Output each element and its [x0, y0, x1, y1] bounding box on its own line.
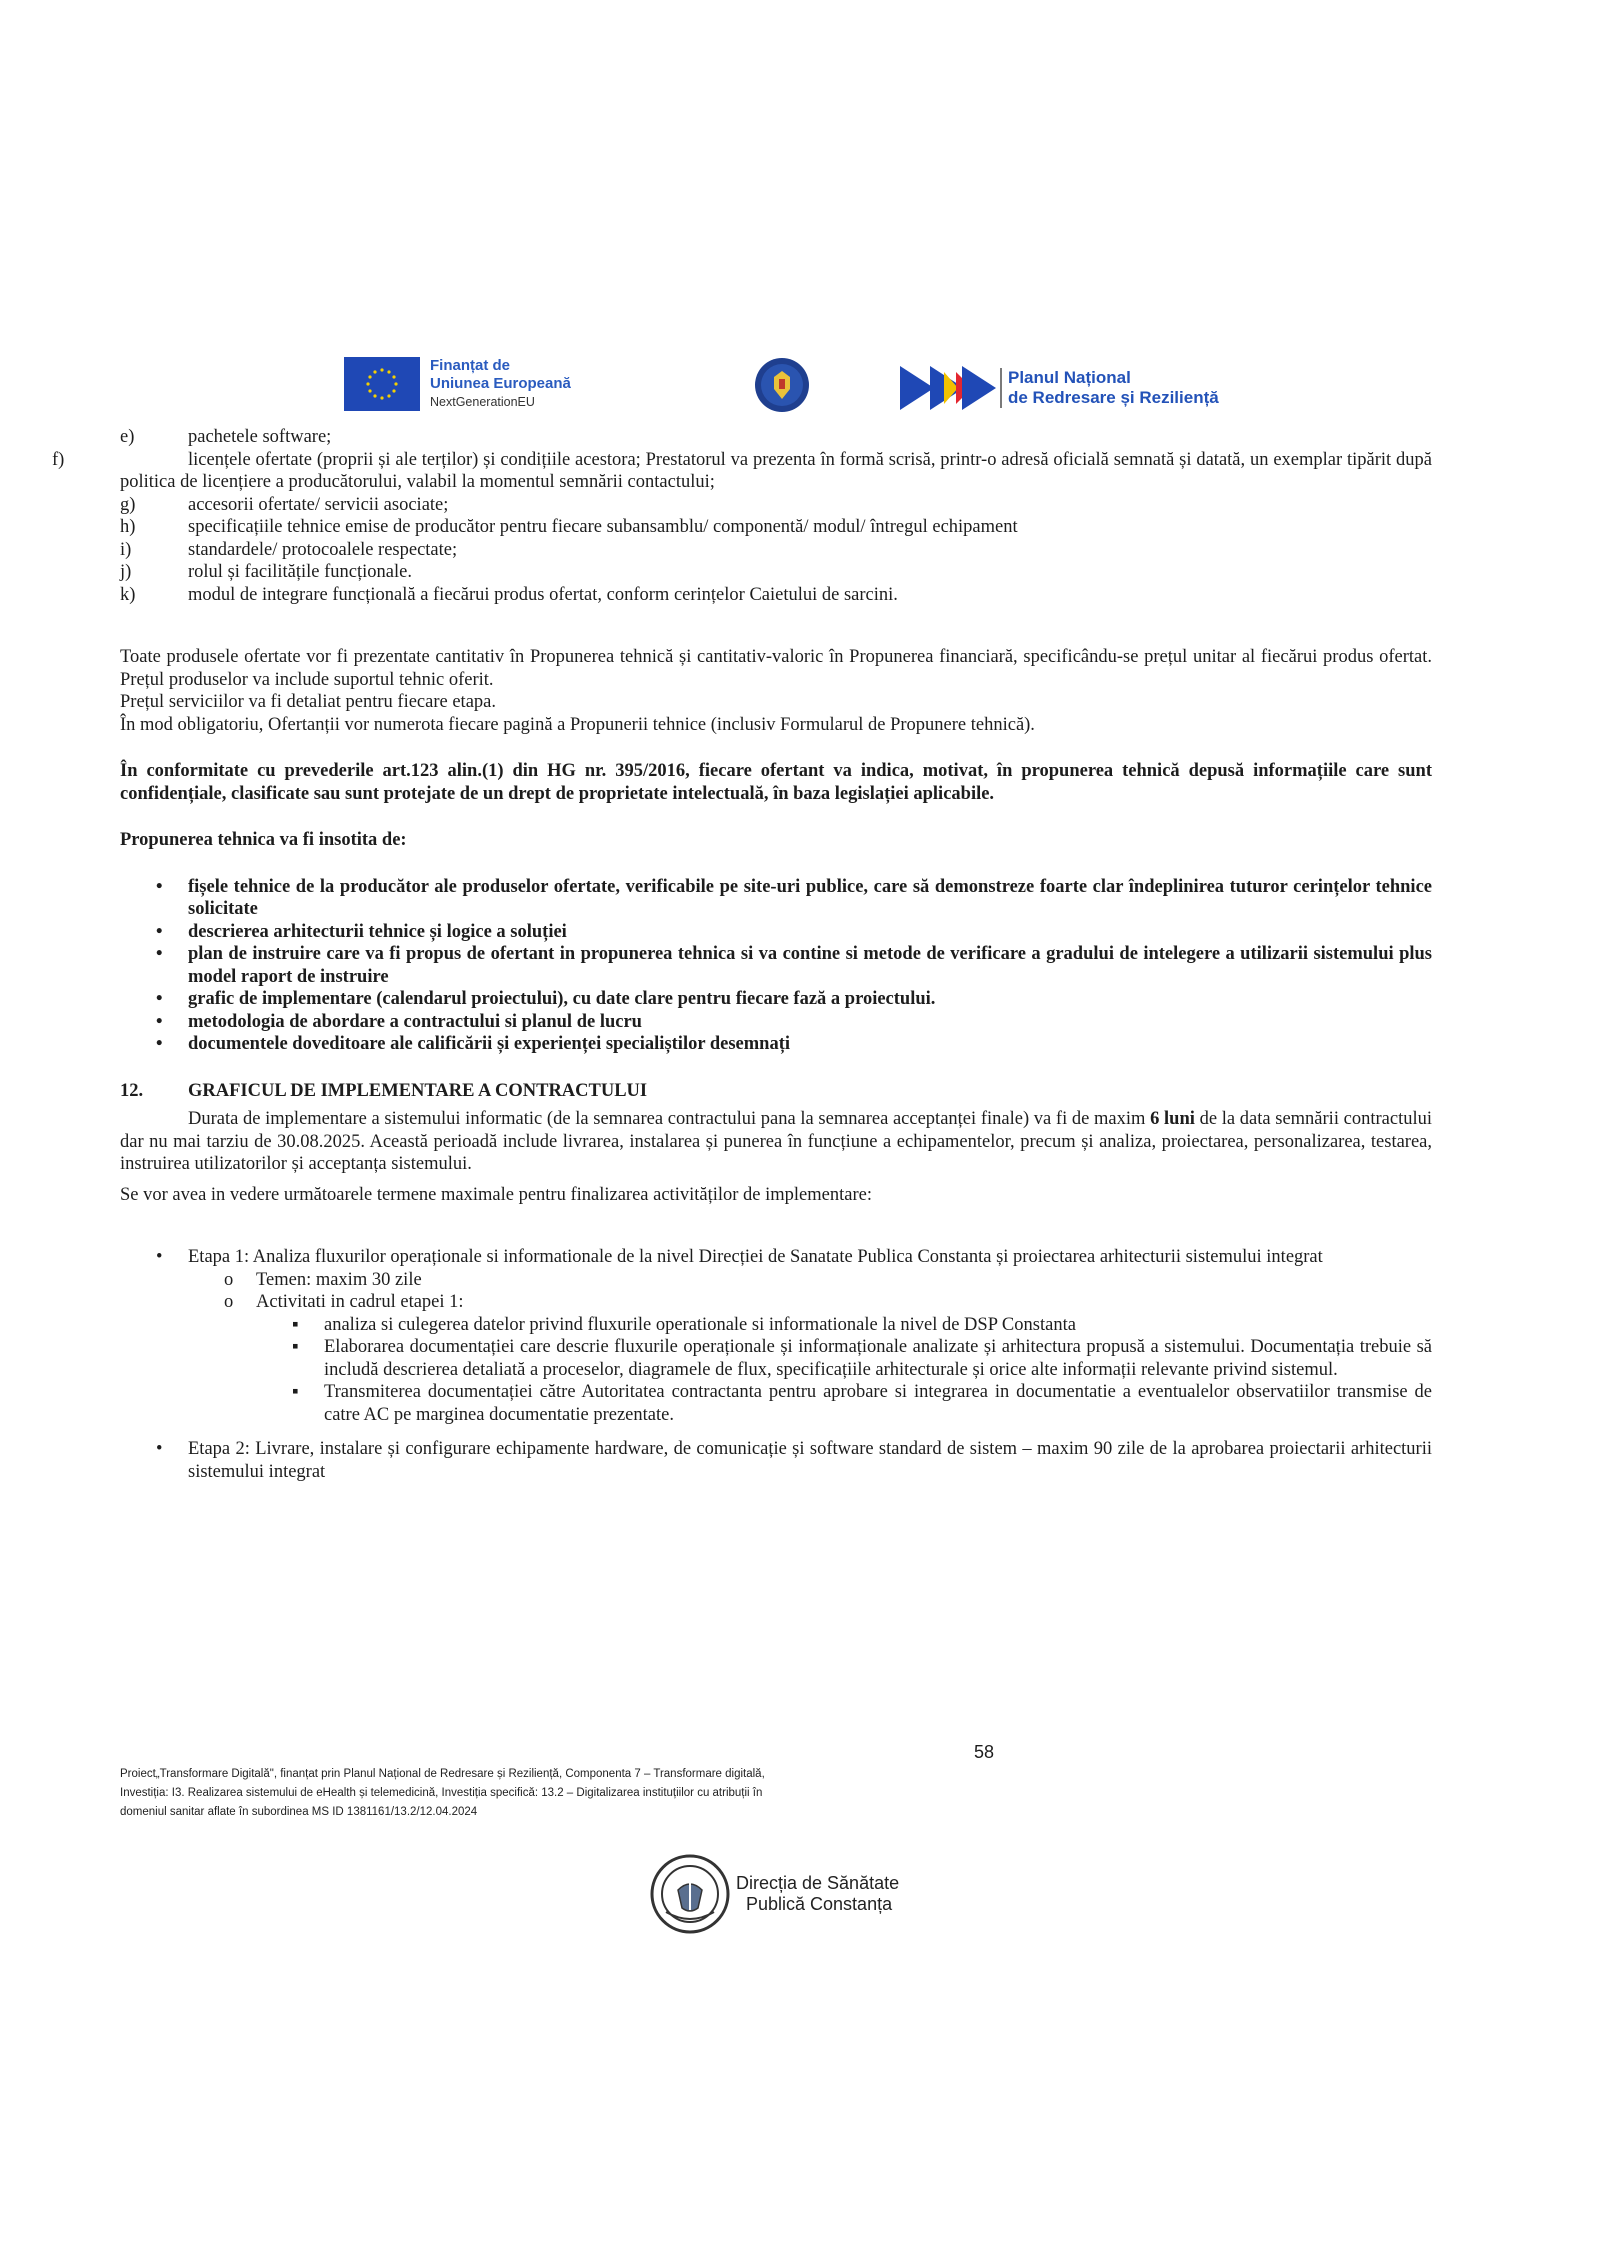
- bullet-item: • plan de instruire care va fi propus de ofertant in propunerea tehnica si va contine si metode de verificare a gradului de intelegere a utilizarii sistemului plus model raport de instruire: [156, 944, 1432, 987]
- list-item: i) standardele/ protocoalele respectate;: [120, 539, 458, 560]
- bullet-item: • grafic de implementare (calendarul proiectului), cu date clare pentru fiecare fază a proiectului.: [156, 989, 936, 1009]
- stage-item: • Etapa 2: Livrare, instalare și configurare echipamente hardware, de comunicație și software standard de sistem – maxim 90 zile de la aprobarea proiectarii arhitecturii sistemului integrat: [156, 1439, 1432, 1482]
- section-title: GRAFICUL DE IMPLEMENTARE A CONTRACTULUI: [188, 1080, 648, 1101]
- pnrr-logo-line2: de Redresare și Reziliență: [1008, 388, 1219, 407]
- paragraph-confidentiality: În conformitate cu prevederile art.123 alin.(1) din HG nr. 395/2016, fiecare ofertant va indica, motivat, în propunerea tehnică depusă informațiile care sunt confidențiale, clasificate sau sunt protejate de un drept de proprietate intelectuală, în baza legislației aplicabile.: [120, 761, 1432, 804]
- stage-activity: ▪ analiza si culegerea datelor privind fluxurile operationale si informationale la nivel de DSP Constanta: [292, 1314, 1076, 1335]
- page-number: 58: [974, 1742, 995, 1762]
- pnrr-logo-line1: Planul Național: [1008, 368, 1131, 387]
- bullet-item: • documentele doveditoare ale calificării și experienței specialiștilor desemnați: [156, 1034, 790, 1054]
- list-item: k) modul de integrare funcțională a fiecărui produs ofertat, conform cerințelor Caietului de sarcini.: [120, 584, 898, 605]
- footer-project-info: Proiect„Transformare Digitală", finanțat prin Planul Național de Redresare și Reziliență, Componenta 7 – Transformare digitală, Investiția: I3. Realizarea sistemului de eHealth și telemedicină, Investiția specifică: 13.2 – Digitalizarea instituțiilor cu atribuții în domeniul sanitar aflate în subordinea MS ID 1381161/13.2/12.04.2024: [120, 1768, 765, 1818]
- eu-funding-logo: [344, 357, 571, 411]
- eu-logo-line2: Uniunea Europeană: [430, 375, 571, 392]
- paragraph-page-numbering: În mod obligatoriu, Ofertanții vor numerota fiecare pagină a Propunerii tehnice (inclusiv Formularul de Propunere tehnică).: [120, 714, 1035, 735]
- paragraph-deadlines-intro: Se vor avea in vedere următoarele termene maximale pentru finalizarea activităților de implementare:: [120, 1184, 872, 1205]
- stage-item: • Etapa 1: Analiza fluxurilor operaționale si informationale de la nivel Direcției de Sanatate Publica Constanta și proiectarea arhitecturii sistemului integrat: [156, 1247, 1323, 1267]
- stage-activity: ▪ Transmiterea documentației către Autoritatea contractanta pentru aprobare si integrarea in documentatie a eventualelor observatiilor transmise de catre AC pe marginea documentatie prezentate.: [292, 1382, 1432, 1425]
- bullet-item: • fișele tehnice de la producător ale produselor ofertate, verificabile pe site-uri publice, care să demonstreze foarte clar îndeplinirea tuturor cerințelor tehnice solicitate: [156, 876, 1432, 919]
- section-number: 12.: [120, 1080, 144, 1101]
- stage-activity: ▪ Elaborarea documentației care descrie fluxurile operaționale și informaționale analizate și arhitectura propusă a sistemului. Documentația trebuie să includă descrierea detaliată a proceselor, diagramele de flux, specificațiile arhitecturale și orice alte informații relevante privind sistemul.: [292, 1337, 1432, 1380]
- dsp-logo-line1: Direcția de Sănătate: [736, 1873, 900, 1893]
- list-item: g) accesorii ofertate/ servicii asociate;: [120, 494, 449, 515]
- stage-activities-label: o Activitati in cadrul etapei 1:: [224, 1292, 464, 1312]
- eu-flag-icon: [344, 357, 420, 411]
- paragraph-services-price: Prețul serviciilor va fi detaliat pentru fiecare etapa.: [120, 692, 496, 712]
- eu-logo-line1: Finanțat de: [430, 357, 511, 374]
- list-item: h) specificațiile tehnice emise de producător pentru fiecare subansamblu/ componentă/ modul/ întregul echipament: [120, 517, 1018, 537]
- stage-term: o Temen: maxim 30 zile: [224, 1269, 422, 1290]
- pnrr-logo: [900, 362, 1219, 414]
- romanian-government-emblem-icon: [754, 357, 810, 413]
- eu-logo-line3: NextGenerationEU: [430, 395, 535, 409]
- list-item: f) licențele ofertate (proprii și ale terților) și condițiile acestora; Prestatorul va prezenta în formă scrisă, printr-o adresă oficială semnată și datată, un exemplar tipărit după politica de licențiere a producătorului, valabil la momentul semnării contactului;: [52, 449, 1432, 492]
- list-item: e) pachetele software;: [120, 427, 332, 447]
- pnrr-arrow-icon: [900, 362, 996, 414]
- paragraph-technical-proposal-intro: Propunerea tehnica va fi insotita de:: [120, 830, 407, 850]
- section-heading: [120, 1080, 1432, 1103]
- dsp-logo-line2: Publică Constanța: [746, 1894, 893, 1914]
- dsp-seal-icon: [648, 1852, 732, 1936]
- list-item: j) rolul și facilitățile funcționale.: [120, 562, 412, 582]
- document-body: [52, 426, 1432, 1483]
- bullet-item: • metodologia de abordare a contractului si planul de lucru: [156, 1011, 642, 1032]
- dsp-logo: [648, 1852, 899, 1936]
- bullet-item: • descrierea arhitecturii tehnice și logice a soluției: [156, 921, 567, 942]
- paragraph-products: Toate produsele ofertate vor fi prezentate cantitativ în Propunerea tehnică și cantitativ-valoric în Propunerea financiară, specificându-se prețul unitar al fiecărui produs ofertat. Prețul produselor va include suportul tehnic oferit.: [120, 647, 1432, 690]
- paragraph-implementation-duration: Durata de implementare a sistemului informatic (de la semnarea contractului pana la semnarea acceptanței finale) va fi de maxim 6 luni de la data semnării contractului dar nu mai tarziu de 30.08.2025. Această perioadă include livrarea, instalarea și punerea în funcțiune a echipamentelor, precum și analiza, proiectarea, personalizarea, testarea, instruirea utilizatorilor și acceptanța sistemului.: [120, 1109, 1432, 1174]
